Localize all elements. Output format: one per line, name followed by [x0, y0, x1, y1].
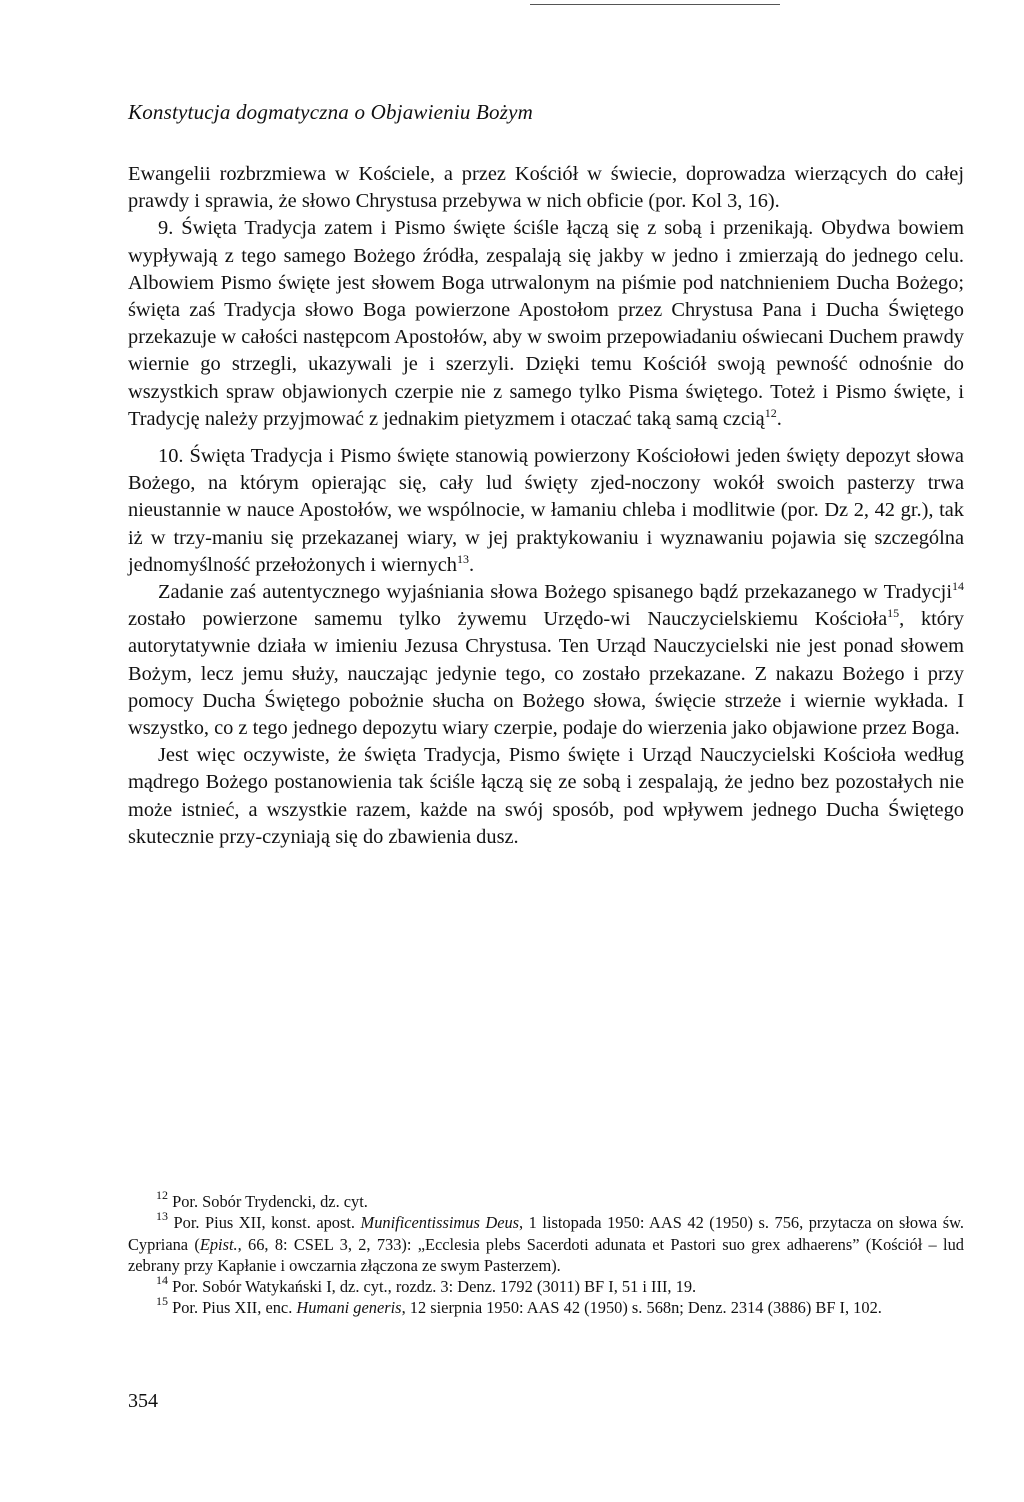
footnote-number-13: 13: [156, 1209, 168, 1224]
footnote-15-title: Humani generis: [296, 1298, 402, 1318]
footnote-14-text: Por. Sobór Watykański I, dz. cyt., rozdz. 3: Denz. 1792 (3011) BF I, 51 i III, 19.: [168, 1277, 697, 1297]
footnote-number-15: 15: [156, 1294, 168, 1309]
paragraph-9-text: 9. Święta Tradycja zatem i Pismo święte ściśle łączą się z sobą i przenikają. Obydwa bowiem wypływają z tego samego Bożego źródła, zespalają się jakby w jedno i zmierzają do jednego celu. Albowiem Pismo święte jest słowem Boga utrwalonym na piśmie pod natchnieniem Ducha Bożego; święta zaś Tradycja słowo Boga powierzone Apostołom przez Chrystusa Pana i Ducha Świętego przekazuje w całości następcom Apostołów, aby w swoim przepowiadaniu oświecani Duchem prawdy wiernie go strzegli, ukazywali je i szerzyli. Dzięki temu Kościół swoją pewność odnośnie do wszystkich spraw objawionych czerpie nie z samego tylko Pisma świętego. Toteż i Pismo święte, i Tradycję należy przyjmować z jednakim pietyzmem i otaczać taką samą czcią: [128, 217, 964, 430]
footnote-13-b: , 1 listopada 1950: AAS 42 (1950) s. 756, przytacza on słowa św. Cypriana (: [128, 1213, 964, 1254]
footnote-number-14: 14: [156, 1273, 168, 1288]
footnote-ref-12: 12: [764, 405, 777, 420]
paragraph-magisterium-c: , który autorytatywnie działa w imieniu Jezusa Chrystusa. Ten Urząd Nauczycielski nie jest ponad słowem Bożym, lecz jemu służy, nauczając jedynie tego, co zostało przekazane. Z nakazu Bożego i przy pomocy Ducha Świętego pobożnie słucha on Bożego słowa, święcie strzeże i wiernie wykłada. I wszystko, co z tego jednego depozytu wiary czerpie, podaje do wierzenia jako objawione przez Boga.: [128, 608, 964, 740]
footnote-ref-15: 15: [887, 606, 900, 621]
footnote-15: [128, 1294, 964, 1318]
paragraph-9-end: .: [776, 407, 782, 430]
paragraph-magisterium: [128, 579, 964, 742]
paragraph-conclusion: Jest więc oczywiste, że święta Tradycja, Pismo święte i Urząd Nauczycielski Kościoła według mądrego Bożego postanowienia tak ściśle łączą się ze sobą i zespalają, że jedno bez pozostałych nie może istnieć, a wszystkie razem, każde na swój sposób, pod wpływem jednego Ducha Świętego skutecznie przy-czyniają się do zbawienia dusz.: [128, 744, 964, 848]
footnote-12-text: Por. Sobór Trydencki, dz. cyt.: [168, 1192, 368, 1211]
footnote-12: [128, 1188, 964, 1212]
footnote-13: [128, 1209, 964, 1276]
paragraph-10-text: 10. Święta Tradycja i Pismo święte stanowią powierzony Kościołowi jeden święty depozyt słowa Bożego, na którym opierając się, cały lud święty zjed-noczony wokół swoich pasterzy trwa nieustannie w nauce Apostołów, we wspólnocie, w łamaniu chleba i modlitwie (por. Dz 2, 42 gr.), tak iż w trzy-maniu się przekazanej wiary, w jej praktykowaniu i wyznawaniu pojawia się szczególna jednomyślność przełożonych i wiernych: [128, 445, 964, 576]
footnote-13-c: , 66, 8: CSEL 3, 2, 733): „Ecclesia plebs Sacerdoti adunata et Pastori suo grex adhaerens” (Kościół – lud zebrany przy Kapłanie i owczarnia złączona ze swym Pasterzem).: [128, 1234, 964, 1275]
paragraph-10-end: .: [469, 553, 475, 576]
main-text: [128, 161, 964, 851]
footnote-13-epist: Epist.: [199, 1234, 238, 1254]
running-header: Konstytucja dogmatyczna o Objawieniu Bożym: [128, 100, 534, 124]
paragraph-continuation: Ewangelii rozbrzmiewa w Kościele, a przez Kościół w świecie, doprowadza wierzących do całej prawdy i sprawia, że słowo Chrystusa przebywa w nich obficie (por. Kol 3, 16).: [128, 163, 964, 213]
paragraph-9: [128, 215, 964, 433]
paragraph-magisterium-b: zostało powierzone samemu tylko żywemu Urzędo-wi Nauczycielskiemu Kościoła: [128, 608, 888, 631]
paragraph-magisterium-a: Zadanie zaś autentycznego wyjaśniania słowa Bożego spisanego bądź przekazanego w Tradycji: [158, 581, 952, 604]
footnote-number-12: 12: [156, 1188, 168, 1202]
footnote-15-b: , 12 sierpnia 1950: AAS 42 (1950) s. 568n; Denz. 2314 (3886) BF I, 102.: [401, 1298, 882, 1318]
footnote-ref-13: 13: [457, 551, 469, 566]
footnotes: [128, 1188, 964, 1319]
footnote-ref-14: 14: [952, 579, 964, 594]
footnote-14: [128, 1273, 964, 1297]
footnote-15-a: Por. Pius XII, enc.: [168, 1298, 297, 1318]
footnote-13-a: Por. Pius XII, konst. apost.: [168, 1213, 361, 1233]
top-rule: [530, 4, 780, 5]
page-number: 354: [128, 1390, 158, 1412]
paragraph-10: [128, 443, 964, 579]
footnote-13-title: Munificentissimus Deus: [360, 1213, 520, 1233]
